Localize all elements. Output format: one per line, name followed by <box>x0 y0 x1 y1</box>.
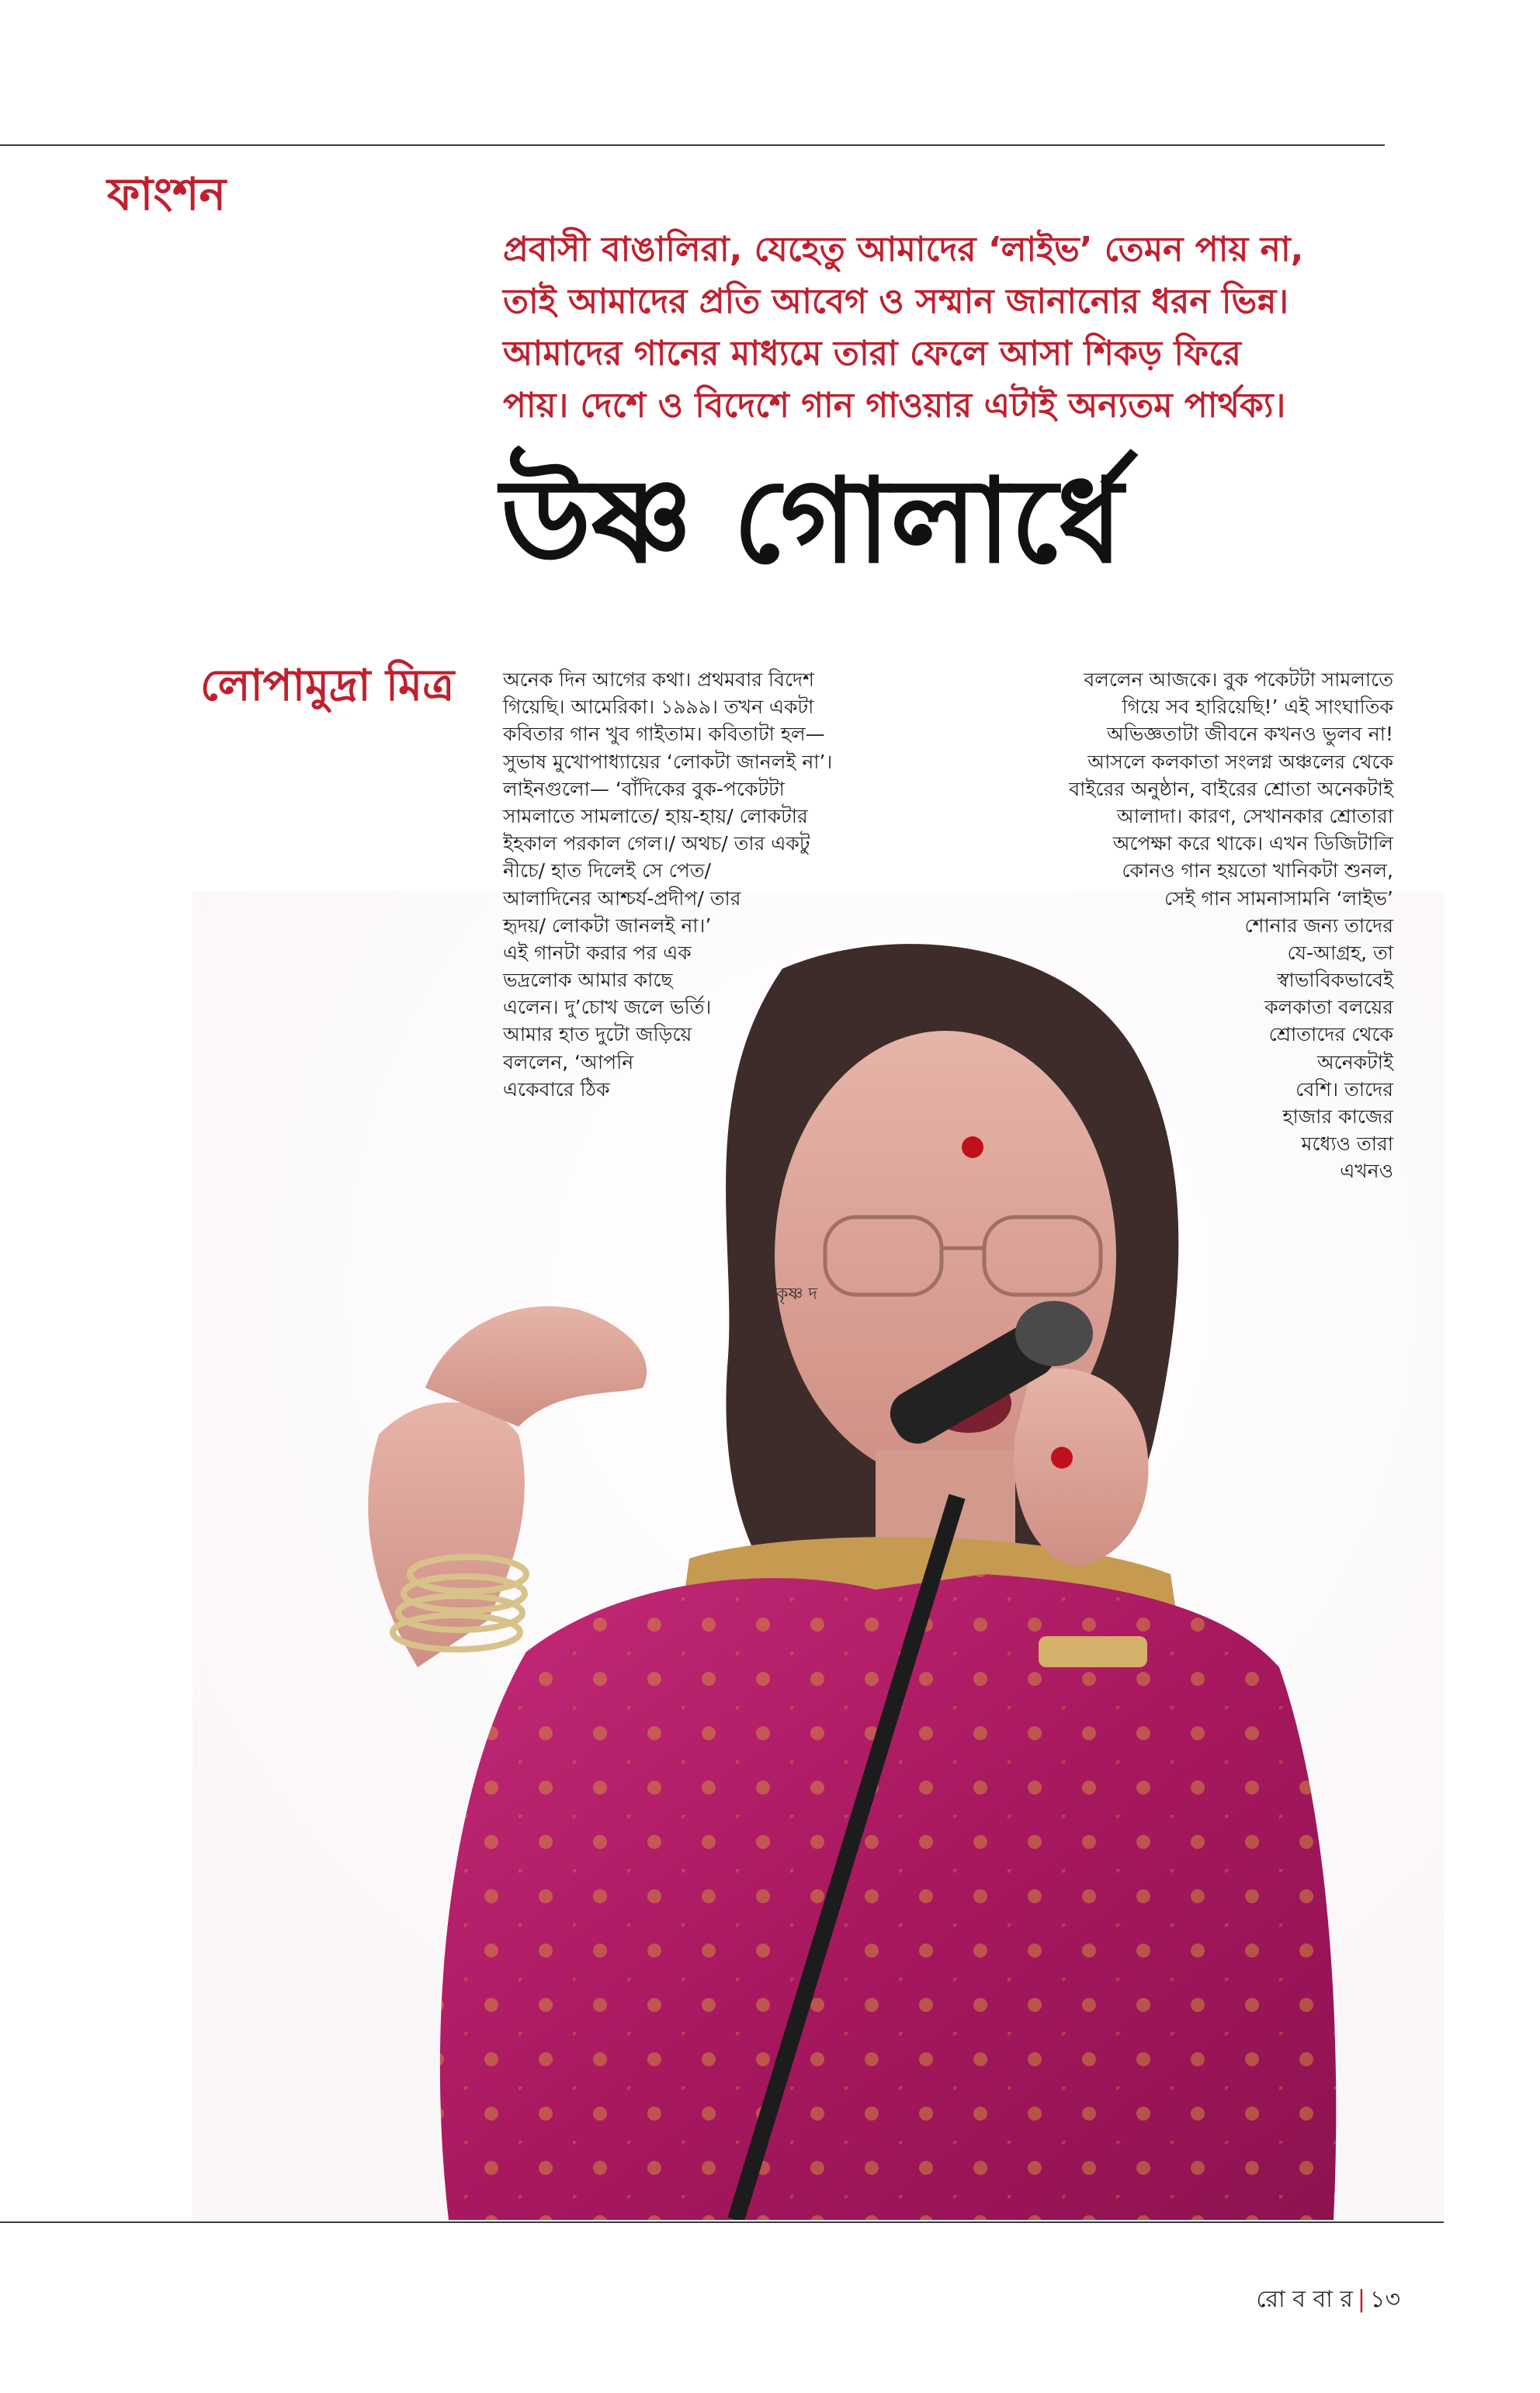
body-line: আসলে কলকাতা সংলগ্ন অঞ্চলের থেকে <box>1087 750 1393 773</box>
body-line: নীচে/ হাত দিলেই সে পেত/ <box>503 859 711 883</box>
magazine-name: রো ব বা র <box>1256 2286 1353 2313</box>
body-line: কোনও গান হয়তো খানিকটা শুনল, <box>1122 859 1393 883</box>
body-line: বললেন, ‘আপনি <box>503 1050 634 1073</box>
body-line: অনেকটাই <box>1317 1050 1393 1073</box>
body-line: অভিজ্ঞতাটা জীবনে কখনও ভুলব না! <box>1106 723 1393 746</box>
pull-quote-line: প্রবাসী বাঙালিরা, যেহেতু আমাদের ‘লাইভ’ তেমন পায় না, <box>503 230 1304 269</box>
byline: লোপামুদ্রা মিত্র <box>200 661 455 711</box>
pull-quote <box>503 224 1396 432</box>
body-line: সামলাতে সামলাতে/ হায়-হায়/ লোকটার <box>503 804 808 827</box>
body-line: গিয়ে সব হারিয়েছি!’ এই সাংঘাতিক <box>1122 695 1393 719</box>
pull-quote-line: আমাদের গানের মাধ্যমে তারা ফেলে আসা শিকড় ফিরে <box>503 334 1242 373</box>
body-line: এই গানটা করার পর এক <box>503 941 692 964</box>
body-column-1 <box>503 666 961 1103</box>
body-line: এখনও <box>1340 1160 1393 1183</box>
section-label: ফাংশন <box>107 168 227 220</box>
body-line: আমার হাত দুটো জড়িয়ে <box>503 1023 692 1046</box>
body-line: এলেন। দু’চোখ জলে ভর্তি। <box>503 996 712 1019</box>
body-line: সুভাষ মুখোপাধ্যায়ের ‘লোকটা জানলই না’। <box>503 750 833 773</box>
body-line: হৃদয়/ লোকটা জানলই না।’ <box>503 914 712 937</box>
pull-quote-line: পায়। দেশে ও বিদেশে গান গাওয়ার এটাই অন্যতম পার্থক্য। <box>503 386 1286 425</box>
body-line: মধ্যেও তারা <box>1301 1132 1393 1156</box>
body-line: আলাদিনের আশ্চর্য-প্রদীপ/ তার <box>503 886 741 910</box>
body-line: একেবারে ঠিক <box>503 1077 610 1101</box>
page-number: ১৩ <box>1370 2286 1400 2313</box>
body-line: শোনার জন্য তাদের <box>1244 914 1393 937</box>
body-line: স্বাভাবিকভাবেই <box>1277 969 1393 992</box>
photo-credit: কৃষ্ণ দ <box>776 1285 818 1304</box>
body-line: ভদ্রলোক আমার কাছে <box>503 969 673 992</box>
bottom-rule <box>0 2221 1444 2223</box>
body-line: হাজার কাজের <box>1282 1105 1393 1128</box>
body-line: লাইনগুলো— ‘বাঁদিকের বুক-পকেটটা <box>503 777 785 800</box>
body-line: কবিতার গান খুব গাইতাম। কবিতাটা হল— <box>503 723 825 746</box>
body-line: বাইরের অনুষ্ঠান, বাইরের শ্রোতা অনেকটাই <box>1069 777 1393 800</box>
body-line: অনেক দিন আগের কথা। প্রথমবার বিদেশ <box>503 668 814 691</box>
body-column-2 <box>970 666 1393 1185</box>
pull-quote-line: তাই আমাদের প্রতি আবেগ ও সম্মান জানানোর ধরন ভিন্ন। <box>503 282 1289 321</box>
body-line: গিয়েছি। আমেরিকা। ১৯৯৯। তখন একটা <box>503 695 814 719</box>
body-line: অপেক্ষা করে থাকে। এখন ডিজিটালি <box>1112 832 1393 855</box>
body-line: কলকাতা বলয়ের <box>1264 996 1393 1019</box>
body-line: যে-আগ্রহ, তা <box>1287 941 1393 964</box>
body-line: ইহকাল পরকাল গেল।/ অথচ/ তার একটু <box>503 832 810 855</box>
top-rule <box>0 144 1385 146</box>
body-line: শ্রোতাদের থেকে <box>1268 1023 1393 1046</box>
body-line: আলাদা। কারণ, সেখানকার শ্রোতারা <box>1116 804 1393 827</box>
folio <box>1256 2280 1400 2320</box>
body-line: বেশি। তাদের <box>1295 1077 1393 1101</box>
headline: উষ্ণ গোলার্ধে <box>501 454 1123 589</box>
body-line: বললেন আজকে। বুক পকেটটা সামলাতে <box>1084 668 1393 691</box>
body-line: সেই গান সামনাসামনি ‘লাইভ’ <box>1164 886 1393 910</box>
folio-separator: | <box>1357 2286 1366 2313</box>
